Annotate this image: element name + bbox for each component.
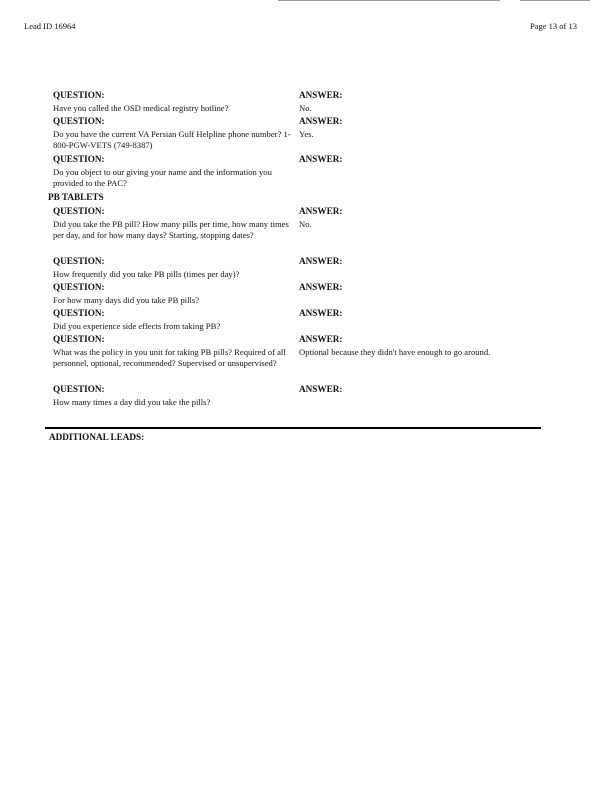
question-text: Have you called the OSD medical registry hotline? [53, 103, 229, 113]
answer-text [299, 166, 543, 167]
question-label: QUESTION: [53, 90, 105, 100]
section-divider [45, 427, 541, 429]
question-text: What was the policy in you unit for taking PB pills? Required of all personnel, optional, recommended? Supervised or unsupervised? [53, 347, 286, 368]
question-label: QUESTION: [53, 308, 105, 318]
question-label: QUESTION: [53, 116, 105, 126]
answer-label: ANSWER: [299, 334, 343, 344]
answer-label: ANSWER: [299, 154, 343, 164]
question-text: Do you have the current VA Persian Gulf Helpline phone number? 1-800-PGW-VETS (749-8387) [53, 129, 291, 150]
answer-text [299, 294, 543, 295]
answer-text: Optional because they didn't have enough to go around. [299, 347, 491, 357]
answer-label: ANSWER: [299, 384, 343, 394]
section-title: PB TABLETS [48, 192, 104, 202]
answer-label: ANSWER: [299, 256, 343, 266]
answer-label: ANSWER: [299, 282, 343, 292]
question-label: QUESTION: [53, 206, 105, 216]
answer-text [299, 396, 543, 397]
question-label: QUESTION: [53, 154, 105, 164]
top-rule-left [278, 0, 500, 1]
question-label: QUESTION: [53, 282, 105, 292]
question-text: How many times a day did you take the pills? [53, 397, 211, 407]
qa-list [48, 88, 543, 410]
qa-row [53, 88, 543, 114]
question-text: For how many days did you take PB pills? [53, 295, 200, 305]
qa-row [53, 382, 543, 410]
top-rule-right [520, 0, 590, 1]
answer-text [299, 268, 543, 269]
question-label: QUESTION: [53, 334, 105, 344]
answer-label: ANSWER: [299, 206, 343, 216]
answer-text: Yes. [299, 129, 314, 139]
answer-text [299, 320, 543, 321]
answer-text: No. [299, 103, 312, 113]
qa-row [53, 152, 543, 190]
question-label: QUESTION: [53, 256, 105, 266]
answer-text: No. [299, 219, 312, 229]
question-text: How frequently did you take PB pills (times per day)? [53, 269, 240, 279]
question-text: Did you experience side effects from taking PB? [53, 321, 221, 331]
question-text: Did you take the PB pill? How many pills per time, how many times per day, and for how many days? Starting, stopping dates? [53, 219, 289, 240]
qa-row [53, 114, 543, 152]
page-number: Page 13 of 13 [530, 21, 577, 31]
answer-label: ANSWER: [299, 116, 343, 126]
qa-row [53, 306, 543, 332]
qa-row [53, 254, 543, 280]
question-label: QUESTION: [53, 384, 105, 394]
answer-label: ANSWER: [299, 90, 343, 100]
answer-label: ANSWER: [299, 308, 343, 318]
additional-leads-heading: ADDITIONAL LEADS: [49, 432, 145, 442]
question-text: Do you object to our giving your name and the information you provided to the PAC? [53, 167, 272, 188]
qa-row [53, 280, 543, 306]
qa-row [53, 204, 543, 254]
qa-row [53, 332, 543, 382]
lead-id: Lead ID 16964 [24, 21, 76, 31]
